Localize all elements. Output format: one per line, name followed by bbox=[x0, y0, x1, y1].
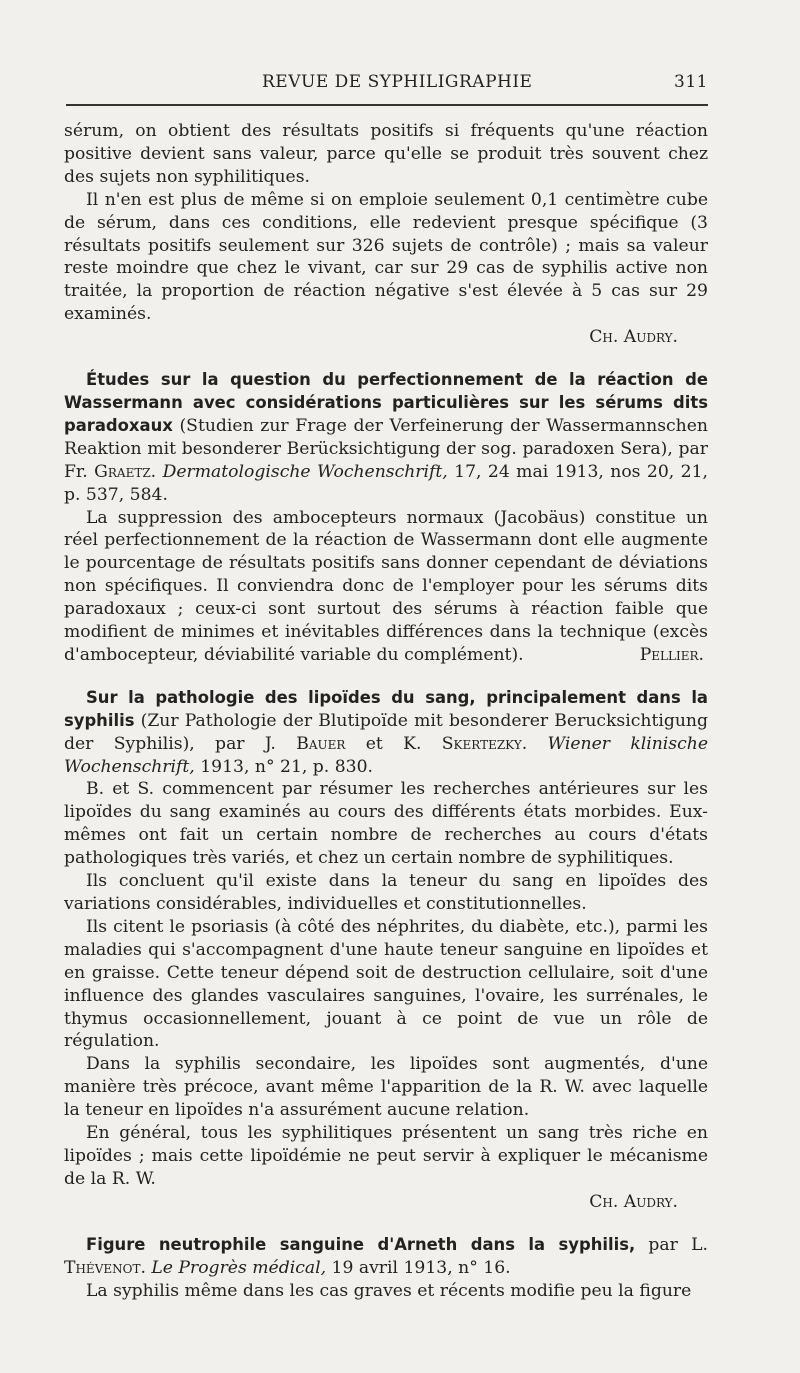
paragraph: Il n'en est plus de même si on emploie seulement 0,1 centimètre cube de sérum, dans ces conditions, elle redevient presque spécifique (3 résultats positifs seulement sur 326 sujets de contrôle) ; mais sa valeur reste moindre que chez le vivant, car sur 29 cas de syphilis active non traitée, la proportion de réaction négative s'est élevée à 5 cas sur 29 examinés. bbox=[64, 189, 708, 325]
journal-name: Le Progrès médical, bbox=[145, 1257, 327, 1278]
paragraph: Ils concluent qu'il existe dans la teneur du sang en lipoïdes des variations considérables, individuelles et constitutionnelles. bbox=[64, 871, 708, 914]
article-title: Figure neutrophile sanguine d'Arneth dans la syphilis, bbox=[86, 1234, 636, 1254]
signature: Ch. Audry. bbox=[589, 1191, 678, 1212]
journal-name: Wiener klinische Wochenschrift, bbox=[64, 733, 708, 777]
article-heading: Sur la pathologie des lipoïdes du sang, principalement dans la syphilis (Zur Pathologie der Blutipoïde mit besonderer Berucksichtigung der Syphilis), par J. Bauer et K. Skertezky. Wiener klinische Wochenschrift, 1913, n° 21, p. 830. bbox=[64, 687, 708, 777]
article-heading: Études sur la question du perfectionnement de la réaction de Wassermann avec considérations particulières sur les sérums dits paradoxaux (Studien zur Frage der Verfeinerung der Wassermannschen Reaktion mit besonderer Berücksichtigung der sog. paradoxen Sera), par Fr. Graetz. Dermatologische Wochenschrift, 17, 24 mai 1913, nos 20, 21, p. 537, 584. bbox=[64, 370, 708, 505]
signature: Ch. Audry. bbox=[589, 327, 678, 348]
signature: Pellier. bbox=[639, 644, 704, 665]
paragraph: Dans la syphilis secondaire, les lipoïdes sont augmentés, d'une manière très précoce, avant même l'apparition de la R. W. avec laquelle la teneur en lipoïdes n'a assurément aucune relation. bbox=[64, 1054, 708, 1121]
journal-name: Dermatologische Wochenschrift, bbox=[162, 461, 448, 482]
author: Graetz. bbox=[94, 461, 157, 482]
author: Skertezky. bbox=[441, 733, 528, 754]
paragraph: En général, tous les syphilitiques présentent un sang très riche en lipoïdes ; mais cette lipoïdémie ne peut servir à expliquer le mécanisme de la R. W. bbox=[64, 1123, 708, 1189]
header-rule bbox=[66, 104, 708, 106]
paragraph: B. et S. commencent par résumer les recherches antérieures sur les lipoïdes du sang examinés au cours des différents états morbides. Eux-mêmes ont fait un certain nombre de recherches au cours d'états pathologiques très variés, et chez un certain nombre de syphilitiques. bbox=[64, 779, 708, 869]
article-title: Études sur la question du perfectionnement de la réaction de Wassermann avec considérations particulières sur les sérums dits paradoxaux bbox=[64, 370, 708, 435]
author: Bauer bbox=[296, 733, 346, 754]
paragraph: Ils citent le psoriasis (à côté des néphrites, du diabète, etc.), parmi les maladies qui s'accompagnent d'une haute teneur sanguine en lipoïdes et en graisse. Cette teneur dépend soit de destruction cellulaire, soit d'une influence des glandes vasculaires sanguines, l'ovaire, les surrénales, le thymus occasionnellement, jouant à ce point de vue un rôle de régulation. bbox=[64, 916, 708, 1052]
paragraph: La syphilis même dans les cas graves et récents modifie peu la figure bbox=[86, 1280, 692, 1301]
article-heading: Figure neutrophile sanguine d'Arneth dans la syphilis, par L. Thévenot. Le Progrès médical, 19 avril 1913, n° 16. bbox=[64, 1234, 708, 1278]
body-text bbox=[64, 120, 708, 1302]
paragraph: La suppression des ambocepteurs normaux (Jacobäus) constitue un réel perfectionnement de la réaction de Wassermann dont elle augmente le pourcentage de résultats positifs sans donner cependant de déviations non spécifiques. Il conviendra donc de l'employer pour les sérums dits paradoxaux ; ceux-ci sont surtout des sérums à réaction faible que modifient de minimes et inévitables différences dans la technique (excès d'ambocepteur, déviabilité variable du complément). Pellier. bbox=[64, 507, 708, 665]
journal-title: REVUE DE SYPHILIGRAPHIE bbox=[262, 72, 533, 92]
page-number: 311 bbox=[674, 72, 708, 92]
paragraph: sérum, on obtient des résultats positifs si fréquents qu'une réaction positive devient sans valeur, parce qu'elle se produit très souvent chez des sujets non syphilitiques. bbox=[64, 121, 708, 187]
author: Thévenot. bbox=[64, 1257, 146, 1278]
article-title: Sur la pathologie des lipoïdes du sang, principalement dans la syphilis bbox=[64, 687, 708, 730]
